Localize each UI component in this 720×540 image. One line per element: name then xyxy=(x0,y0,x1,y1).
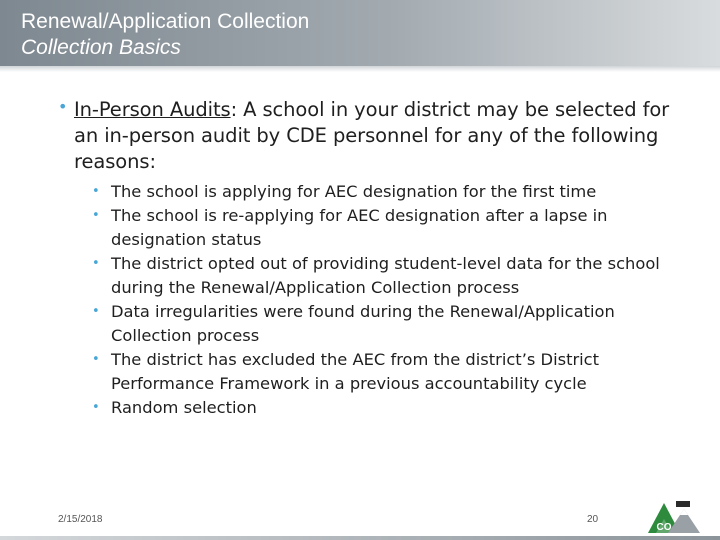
sub-bullet-item xyxy=(92,204,672,252)
bullet-dot-icon: • xyxy=(92,352,100,367)
bullet-dot-icon: • xyxy=(92,184,100,199)
sub-bullet-item xyxy=(92,396,672,420)
sub-bullet-text: The school is applying for AEC designation for the first time xyxy=(111,182,597,201)
bullet-term: In-Person Audits xyxy=(74,98,231,121)
bullet-dot-icon: • xyxy=(92,304,100,319)
slide-subtitle: Collection Basics xyxy=(21,36,181,59)
sub-bullet-text: Random selection xyxy=(111,398,257,417)
bullet-dot-icon: • xyxy=(92,400,100,415)
sub-bullet-text: The district opted out of providing student-level data for the school during the Renewal/Application Collection process xyxy=(111,254,660,297)
sub-bullet-item xyxy=(92,180,672,204)
footer-date: 2/15/2018 xyxy=(58,514,103,525)
bullet-dot-icon: • xyxy=(92,208,100,223)
sub-bullet-item xyxy=(92,348,672,396)
sub-bullet-text: The district has excluded the AEC from the district’s District Performance Framework in a previous accountability cycle xyxy=(111,350,600,393)
bullet-dot-icon: • xyxy=(58,97,68,116)
page-number: 20 xyxy=(587,514,599,525)
sub-bullet-item xyxy=(92,300,672,348)
slide-title: Renewal/Application Collection xyxy=(21,10,310,33)
bullet-text: : A school in your district may be selected for an in-person audit by CDE personnel for any of the following reasons: xyxy=(74,98,670,173)
sub-bullet-text: Data irregularities were found during the Renewal/Application Collection process xyxy=(111,302,615,345)
footer-bar xyxy=(0,536,720,540)
colorado-logo-icon xyxy=(646,499,700,535)
main-bullet xyxy=(74,97,674,175)
bullet-dot-icon: • xyxy=(92,256,100,271)
sub-bullet-list xyxy=(92,180,672,420)
logo-text: CO xyxy=(656,522,672,533)
sub-bullet-item xyxy=(92,252,672,300)
logo-badge xyxy=(676,501,690,507)
sub-bullet-text: The school is re-applying for AEC designation after a lapse in designation status xyxy=(111,206,608,249)
